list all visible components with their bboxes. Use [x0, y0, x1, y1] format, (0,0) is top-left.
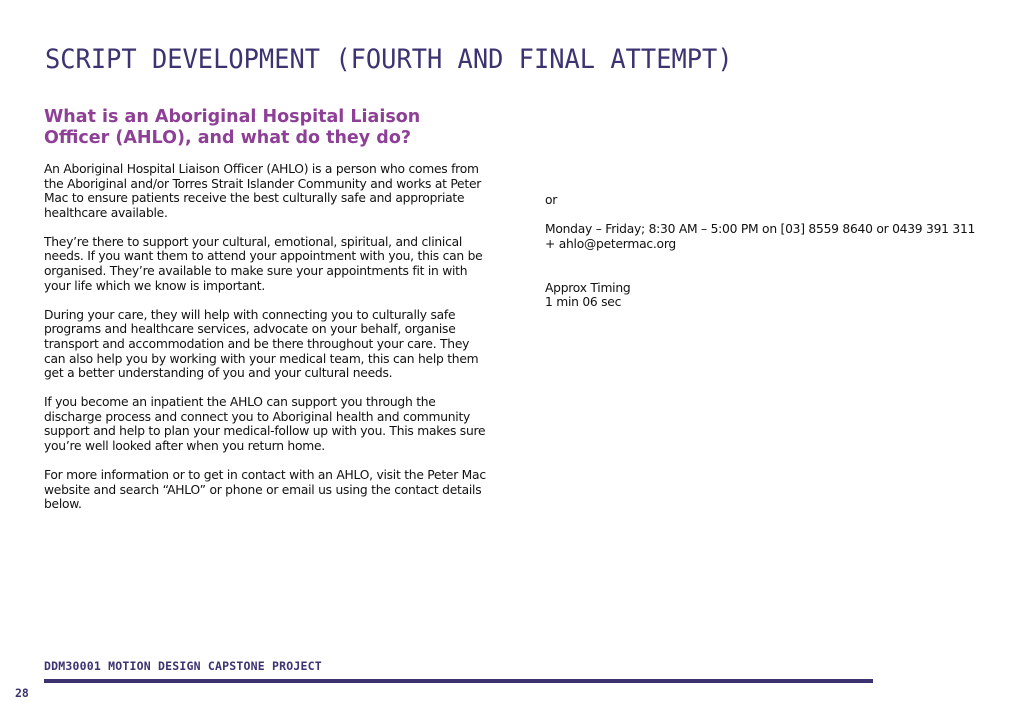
or-text: or: [545, 193, 558, 207]
section-heading: What is an Aboriginal Hospital Liaison Officer (AHLO), and what do they do?: [44, 107, 421, 148]
timing-value: 1 min 06 sec: [545, 295, 622, 310]
timing-label: Approx Timing: [545, 280, 631, 295]
paragraph-during-care: During your care, they will help with connecting you to culturally safe programs and healthcare services, advocate on your behalf, organise transport and accommodation and be there throughout your care. They can also help you by working with your medical team, this can help them get a better understanding of you and your cultural needs.: [44, 307, 479, 381]
footer-divider: [44, 679, 873, 683]
contact-details: Monday – Friday; 8:30 AM – 5:00 PM on [03] 8559 8640 or 0439 391 311 + ahlo@petermac.org: [545, 222, 976, 251]
paragraph-more-info: For more information or to get in contact with an AHLO, visit the Peter Mac website and search “AHLO” or phone or email us using the contact details below.: [44, 468, 486, 512]
script-left-column: [44, 107, 486, 526]
paragraph-inpatient: If you become an inpatient the AHLO can support you through the discharge process and connect you to Aboriginal health and community support and help to plan your medical-follow up with you. This makes sure you’re well looked after when you return home.: [44, 395, 486, 453]
paragraph-intro: An Aboriginal Hospital Liaison Officer (AHLO) is a person who comes from the Aboriginal and/or Torres Strait Islander Community and works at Peter Mac to ensure patients receive the best culturally safe and appropriate healthcare available.: [44, 162, 482, 220]
script-right-column: [545, 193, 985, 310]
paragraph-support: They’re there to support your cultural, emotional, spiritual, and clinical needs. If you want them to attend your appointment with you, this can be organised. They’re available to make sure your appointments fit in with your life which we know is important.: [44, 234, 483, 293]
page-number: 28: [15, 686, 29, 700]
page-title: SCRIPT DEVELOPMENT (FOURTH AND FINAL ATTEMPT): [45, 44, 733, 75]
footer-project-label: DDM30001 MOTION DESIGN CAPSTONE PROJECT: [44, 659, 322, 673]
